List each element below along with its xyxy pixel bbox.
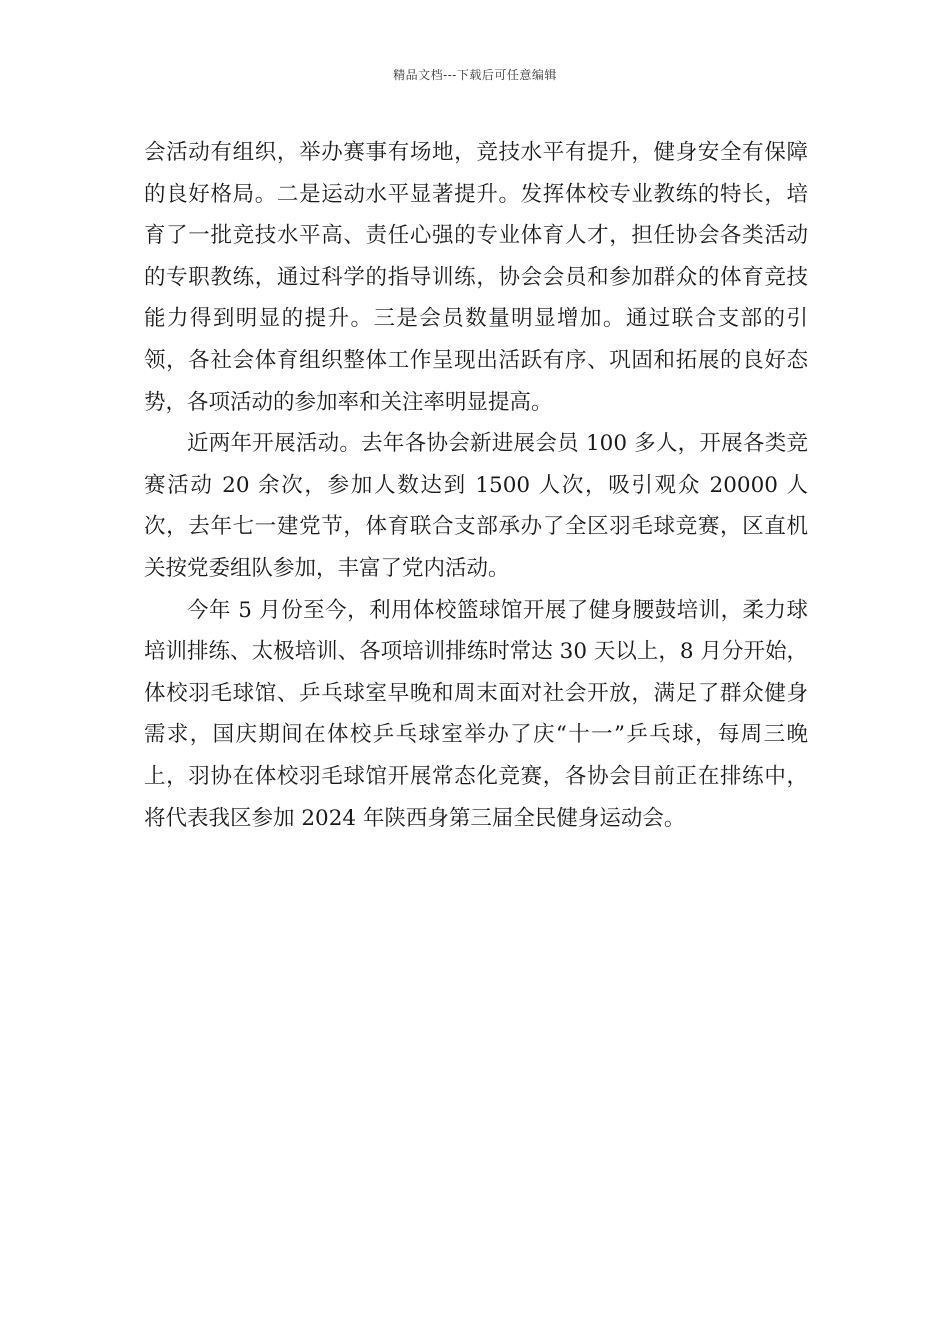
paragraph-this-year: 今年 5 月份至今，利用体校篮球馆开展了健身腰鼓培训，柔力球培训排练、太极培训、各项培训排练时常达 30 天以上，8 月分开始，体校羽毛球馆、乒乓球室早晚和周末面对社会开放，满足了群众健身需求，国庆期间在体校乒乓球室举办了庆“十一”乒乓球，每周三晚上，羽协在体校羽毛球馆开展常态化竞赛，各协会目前正在排练中，将代表我区参加 2024 年陕西身第三届全民健身运动会。 [144, 597, 808, 831]
paragraph-continuation: 会活动有组织，举办赛事有场地，竞技水平有提升，健身安全有保障的良好格局。二是运动水平显著提升。发挥体校专业教练的特长，培育了一批竞技水平高、责任心强的专业体育人才，担任协会各类活动的专职教练，通过科学的指导训练，协会会员和参加群众的体育竞技能力得到明显的提升。三是会员数量明显增加。通过联合支部的引领，各社会体育组织整体工作呈现出活跃有序、巩固和拓展的良好态势，各项活动的参加率和关注率明显提高。 [144, 140, 808, 415]
paragraph-activities: 近两年开展活动。去年各协会新进展会员 100 多人，开展各类竞赛活动 20 余次，参加人数达到 1500 人次，吸引观众 20000 人次，去年七一建党节，体育联合支部承办了全区羽毛球竞赛，区直机关按党委组队参加，丰富了党内活动。 [144, 431, 808, 581]
page-header: 精品文档---下载后可任意编辑 [393, 68, 557, 82]
document-body [144, 132, 808, 839]
